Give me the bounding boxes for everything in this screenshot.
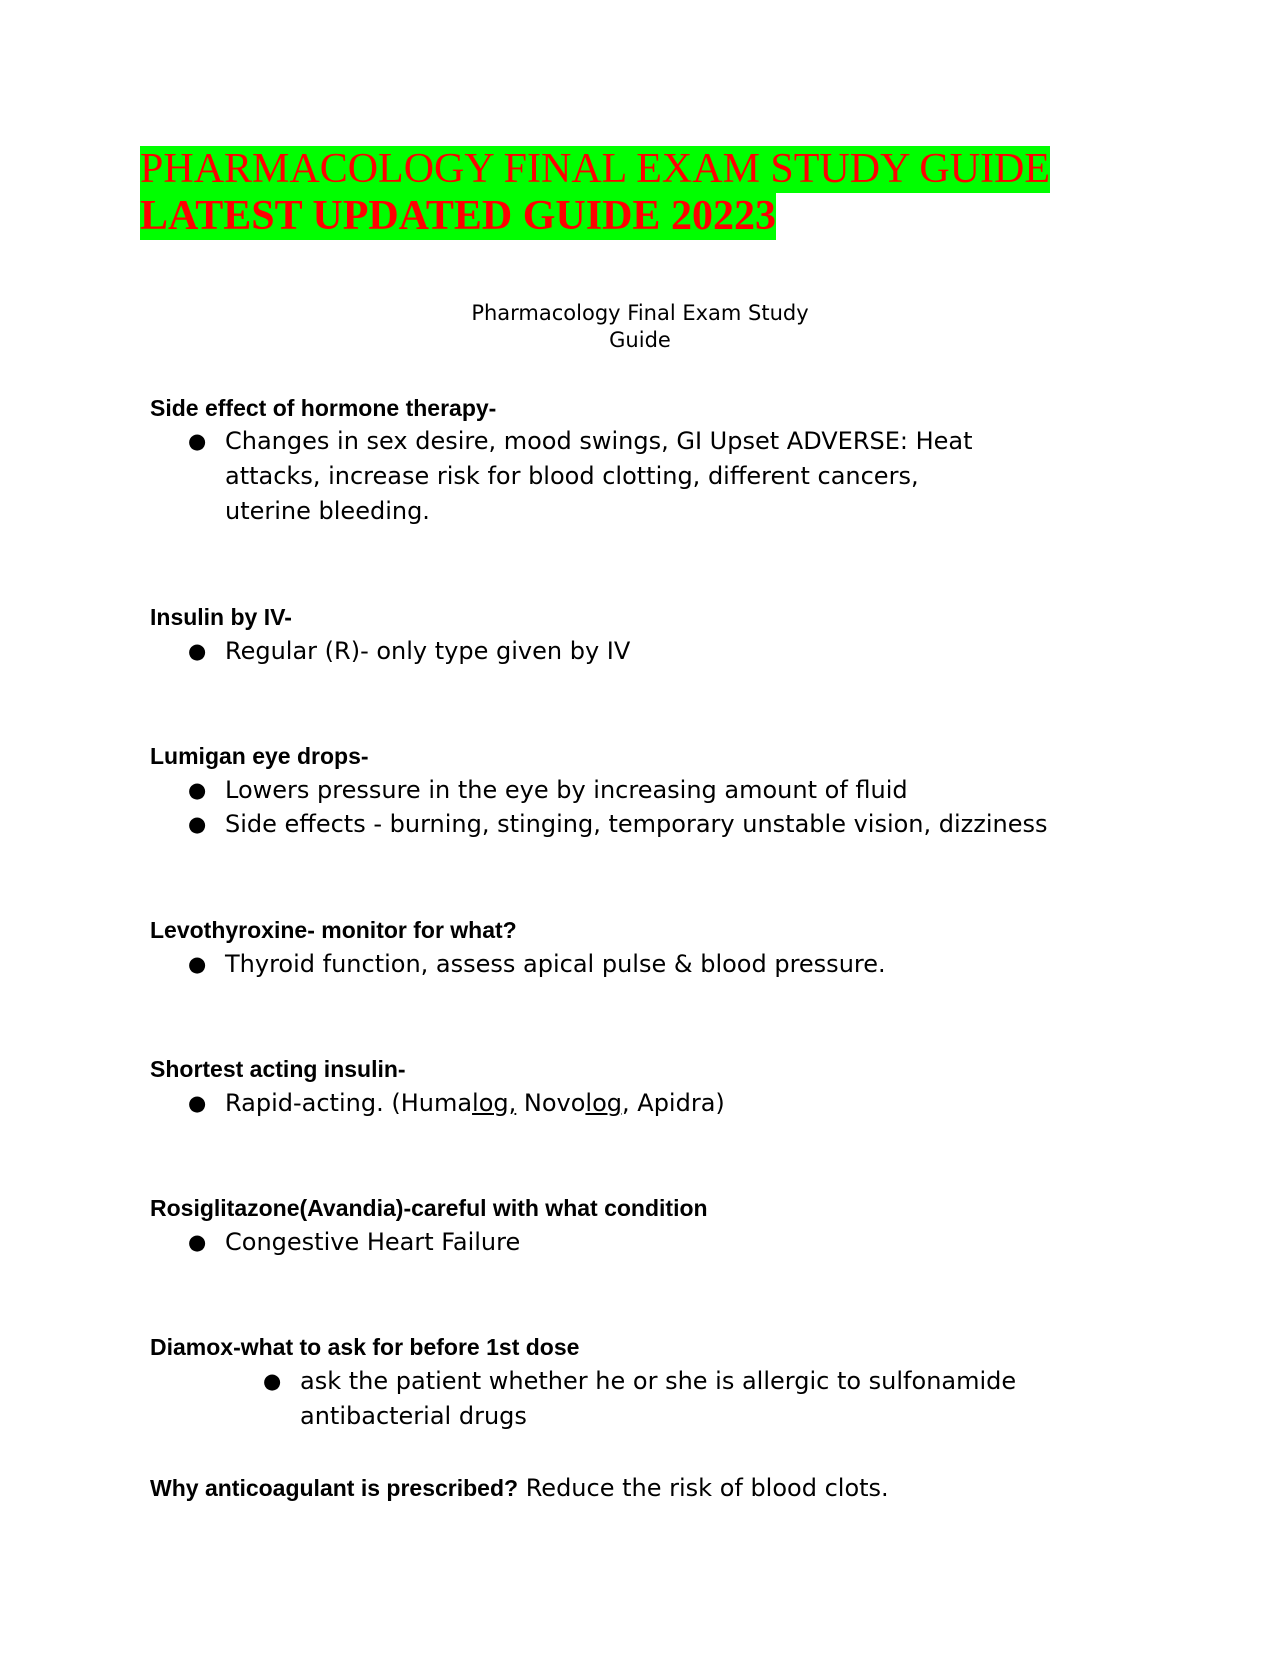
section-heading-insulin-iv: Insulin by IV- [150, 604, 292, 630]
list-item-text: Regular (R)- only type given by IV [225, 637, 631, 665]
section-heading-levothyroxine: Levothyroxine- monitor for what? [150, 917, 517, 943]
list-item-text: Congestive Heart Failure [225, 1228, 521, 1256]
subtitle-line-2: Guide [609, 328, 671, 352]
list-item-line: attacks, increase risk for blood clotting, different cancers, [225, 462, 919, 490]
subtitle [440, 300, 840, 354]
bullet-icon: ● [188, 1230, 207, 1254]
list-item-line: uterine bleeding. [225, 497, 430, 525]
bullet-icon: ● [188, 429, 207, 453]
bullet-icon: ● [188, 952, 207, 976]
bullet-icon: ● [188, 1091, 207, 1115]
list-item-line: antibacterial drugs [300, 1402, 527, 1430]
list-item [188, 634, 631, 669]
section-heading-lumigan: Lumigan eye drops- [150, 743, 369, 769]
section-heading-rosiglitazone: Rosiglitazone(Avandia)-careful with what condition [150, 1195, 708, 1221]
list-item-text: , Apidra) [622, 1089, 725, 1117]
subtitle-line-1: Pharmacology Final Exam Study [471, 301, 809, 325]
list-item-text: Rapid-acting. (Huma [225, 1089, 473, 1117]
title-line-1: PHARMACOLOGY FINAL EXAM STUDY GUIDE [140, 146, 1050, 192]
anticoagulant-question: Why anticoagulant is prescribed? [150, 1475, 519, 1501]
section-heading-shortest-insulin: Shortest acting insulin- [150, 1056, 406, 1082]
list-item-text: Novo [516, 1089, 586, 1117]
section-heading-diamox: Diamox-what to ask for before 1st dose [150, 1334, 580, 1360]
list-item [188, 1225, 521, 1260]
section-heading-hormone-therapy: Side effect of hormone therapy- [150, 395, 497, 421]
bullet-icon: ● [188, 812, 207, 836]
list-item [188, 424, 973, 529]
bullet-icon: ● [188, 639, 207, 663]
anticoagulant-paragraph [150, 1474, 889, 1502]
list-item-text: Thyroid function, assess apical pulse & blood pressure. [225, 950, 886, 978]
underlined-text: log [585, 1089, 623, 1117]
list-item [188, 947, 886, 982]
list-item [188, 807, 1048, 842]
list-item [263, 1364, 1017, 1434]
title-line-2: LATEST UPDATED GUIDE 20223 [140, 193, 776, 239]
anticoagulant-answer: Reduce the risk of blood clots. [518, 1474, 889, 1502]
underlined-text: log, [472, 1089, 517, 1117]
bullet-icon: ● [263, 1369, 282, 1393]
list-item-line: ask the patient whether he or she is allergic to sulfonamide [300, 1367, 1017, 1395]
list-item-text: Lowers pressure in the eye by increasing amount of fluid [225, 776, 908, 804]
list-item-text: Side effects - burning, stinging, temporary unstable vision, dizziness [225, 810, 1048, 838]
bullet-icon: ● [188, 778, 207, 802]
list-item [188, 1086, 725, 1121]
list-item-line: Changes in sex desire, mood swings, GI Upset ADVERSE: Heat [225, 427, 973, 455]
list-item [188, 773, 908, 808]
